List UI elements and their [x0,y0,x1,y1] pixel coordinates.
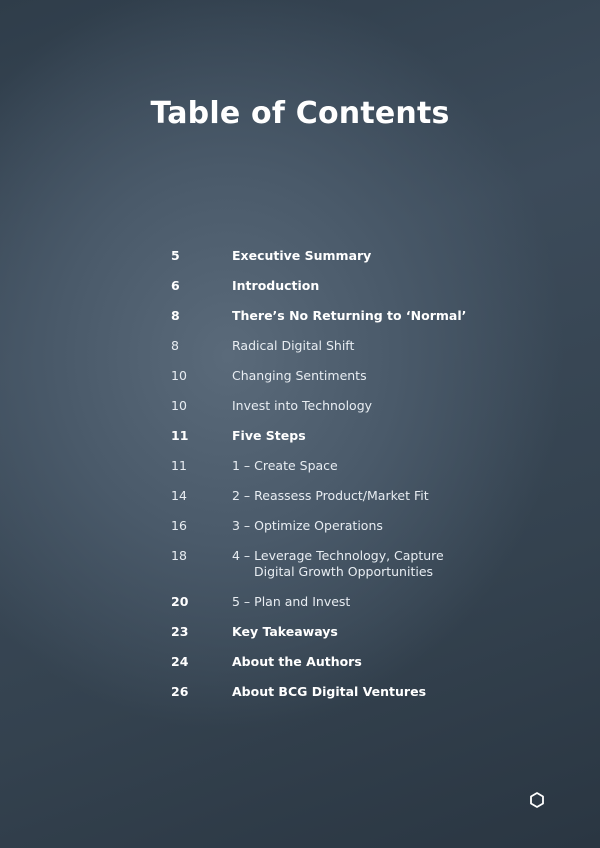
toc-label: Invest into Technology [232,398,373,413]
toc-label: 3 – Optimize Operations [232,518,383,533]
hexagon-icon [530,792,544,808]
toc-label: 5 – Plan and Invest [232,594,351,609]
toc-entry[interactable] [171,278,471,294]
toc-label: About BCG Digital Ventures [232,684,427,699]
toc-entry[interactable] [171,398,471,414]
page-title: Table of Contents [150,96,450,131]
toc-page-number: 26 [171,684,189,699]
toc-label: Key Takeaways [232,624,338,639]
toc-entry[interactable] [171,548,471,580]
toc-page-number: 11 [171,428,189,443]
toc-page-number: 5 [171,248,180,263]
toc-entry[interactable] [171,488,471,504]
toc-page-number: 23 [171,624,189,639]
toc-page-number: 16 [171,518,187,533]
toc-page-number: 24 [171,654,189,669]
toc-entry[interactable] [171,428,471,444]
toc-entry[interactable] [171,248,471,264]
toc-page-number: 20 [171,594,189,609]
toc-page-number: 18 [171,548,187,563]
toc-entry[interactable] [171,624,471,640]
toc-label: About the Authors [232,654,362,669]
toc-page-number: 10 [171,398,187,413]
toc-label-line2: Digital Growth Opportunities [254,564,434,579]
toc-page-number: 10 [171,368,187,383]
toc-page-number: 6 [171,278,180,293]
toc-label: Introduction [232,278,320,293]
table-of-contents [171,248,471,714]
toc-page-number: 11 [171,458,187,473]
toc-entry[interactable] [171,368,471,384]
toc-entry[interactable] [171,594,471,610]
toc-label: Executive Summary [232,248,372,263]
toc-entry[interactable] [171,338,471,354]
toc-entry[interactable] [171,684,471,700]
toc-entry[interactable] [171,308,471,324]
toc-label: There’s No Returning to ‘Normal’ [232,308,467,323]
toc-label [232,548,471,580]
toc-page-number: 8 [171,308,180,323]
toc-entry[interactable] [171,518,471,534]
toc-label-line1: 4 – Leverage Technology, Capture [232,548,444,563]
toc-label: Radical Digital Shift [232,338,355,353]
toc-label: Five Steps [232,428,306,443]
toc-label: Changing Sentiments [232,368,367,383]
toc-page-number: 14 [171,488,187,503]
toc-entry[interactable] [171,458,471,474]
toc-page-number: 8 [171,338,179,353]
toc-entry[interactable] [171,654,471,670]
toc-label: 1 – Create Space [232,458,338,473]
toc-label: 2 – Reassess Product/Market Fit [232,488,429,503]
